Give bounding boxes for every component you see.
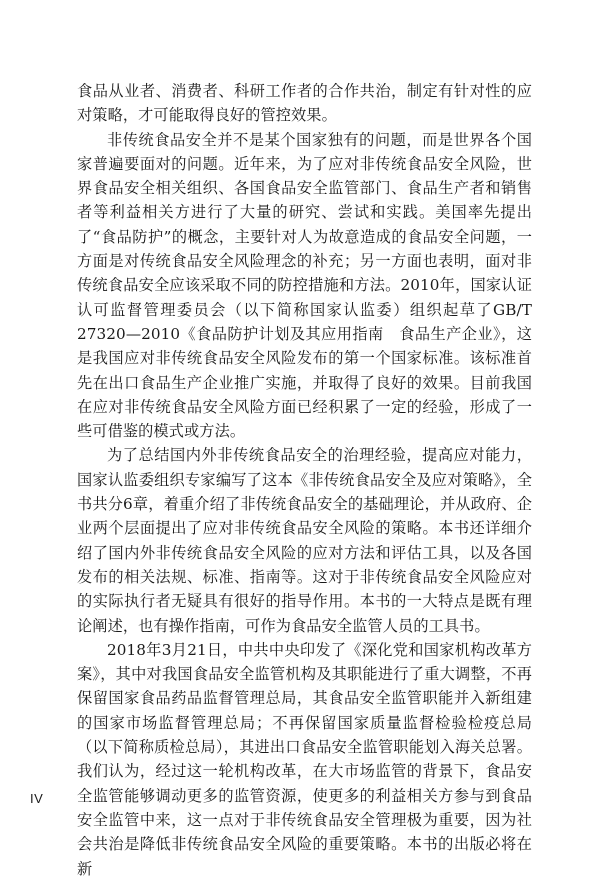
paragraph-3: 为了总结国内外非传统食品安全的治理经验，提高应对能力，国家认监委组织专家编写了这本《非传统食品安全及应对策略》，全书共分6章，着重介绍了非传统食品安全的基础理论，并从政府、企业两个层面提出了应对非传统食品安全风险的策略。本书还详细介绍了国内外非传统食品安全风险的应对方法和评估工具，以及各国发布的相关法规、标准、指南等。这对于非传统食品安全风险应对的实际执行者无疑具有很好的指导作用。本书的一大特点是既有理论阐述，也有操作指南，可作为食品安全监管人员的工具书。	[77, 446, 532, 635]
page-body	[77, 79, 532, 881]
page-number: IV	[30, 791, 44, 806]
paragraph-4: 2018年3月21日，中共中央印发了《深化党和国家机构改革方案》，其中对我国食品安全监管机构及其职能进行了重大调整，不再保留国家食品药品监督管理总局，其食品安全监管职能并入新组建的国家市场监督管理总局；不再保留国家质量监督检验检疫总局（以下简称质检总局），其进出口食品安全监管职能划入海关总署。我们认为，经过这一轮机构改革，在大市场监管的背景下，食品安全监管能够调动更多的监管资源，使更多的利益相关方参与到食品安全监管中来，这一点对于非传统食品安全管理极为重要，因为社会共治是降低非传统食品安全风险的重要策略。本书的出版必将在新	[77, 640, 532, 878]
paragraph-2: 非传统食品安全并不是某个国家独有的问题，而是世界各个国家普遍要面对的问题。近年来，为了应对非传统食品安全风险，世界食品安全相关组织、各国食品安全监管部门、食品生产者和销售者等利益相关方进行了大量的研究、尝试和实践。美国率先提出了“食品防护”的概念，主要针对人为故意造成的食品安全问题，一方面是对传统食品安全风险理念的补充；另一方面也表明，面对非传统食品安全应该采取不同的防控措施和方法。2010年，国家认证认可监督管理委员会（以下简称国家认监委）组织起草了GB/T 27320—2010《食品防护计划及其应用指南 食品生产企业》，这是我国应对非传统食品安全风险发布的第一个国家标准。该标准首先在出口食品生产企业推广实施，并取得了良好的效果。目前我国在应对非传统食品安全风险方面已经积累了一定的经验，形成了一些可借鉴的模式或方法。	[77, 130, 532, 441]
paragraph-1: 食品从业者、消费者、科研工作者的合作共治，制定有针对性的应对策略，才可能取得良好的管控效果。	[77, 82, 532, 125]
